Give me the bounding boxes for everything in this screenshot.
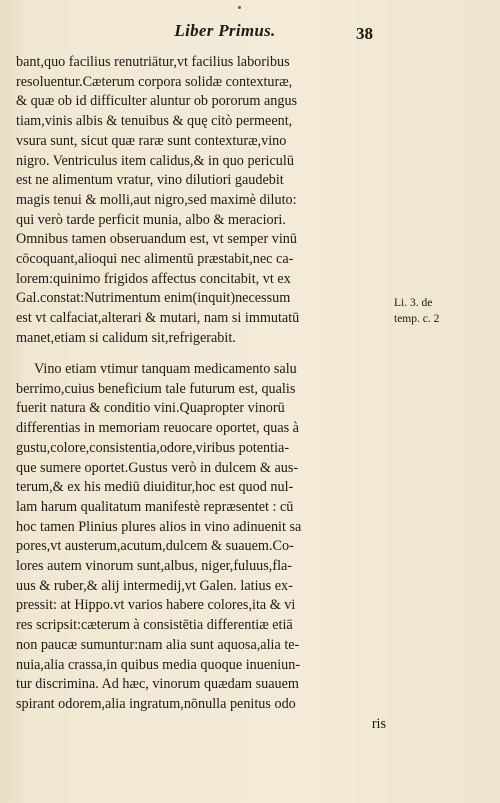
text-line: pores,vt austerum,acutum,dulcem & suauem.Co-: [16, 538, 294, 555]
paragraph-2: [16, 360, 388, 734]
margin-note-line: Li. 3. de: [394, 297, 433, 309]
margin-note: [394, 295, 494, 327]
text-line: differentias in memoriam reuocare oportet, quas à: [16, 420, 299, 437]
text-line: Omnibus tamen obseruandum est, vt semper vinū: [16, 231, 297, 248]
text-line: nuia,alia crassa,in quibus media quoque inueniun-: [16, 656, 301, 673]
text-line: cōcoquant,alioqui nec alimentū præstabit,nec ca-: [16, 251, 294, 268]
margin-note-line: temp. c. 2: [394, 313, 440, 325]
text-line: non paucæ sumuntur:nam alia sunt aquosa,alia te-: [16, 636, 300, 653]
text-line: berrimo,cuius beneficium tale futurum est, qualis: [16, 380, 296, 397]
text-line: vsura sunt, sicut quæ raræ sunt contexturæ,vino: [16, 132, 287, 149]
text-line: que sumere oportet.Gustus verò in dulcem & aus-: [16, 459, 299, 476]
text-line: terum,& ex his mediū diuiditur,hoc est quod nul-: [16, 479, 294, 496]
text-line: manet,etiam si calidum sit,refrigerabit.: [16, 329, 236, 346]
text-line: Vino etiam vtimur tanquam medicamento salu: [34, 361, 297, 377]
text-line: fuerit natura & conditio vini.Quapropter vinorū: [16, 400, 285, 417]
text-line: res scripsit:cæterum à consistētia differentiæ etiā: [16, 617, 293, 634]
text-line: Gal.constat:Nutrimentum enim(inquit)necessum: [16, 290, 291, 307]
ink-speck: [238, 6, 241, 9]
text-line: est ne alimentum vratur, vino dilutiori gaudebit: [16, 172, 284, 189]
text-line: lam harum qualitatum manifestè repræsentet : cū: [16, 498, 294, 515]
running-header: Liber Primus.: [174, 21, 276, 40]
text-line: lores autem vinorum sunt,albus, niger,fuluus,fla-: [16, 558, 293, 575]
page-number: 38: [356, 24, 373, 43]
text-line: tiam,vinis albis & tenuibus & quę citò permeent,: [16, 113, 293, 130]
text-line: lorem:quinimo frigidos affectus concitabit, vt ex: [16, 270, 291, 287]
text-line: magis tenui & molli,aut nigro,sed maximè diluto:: [16, 191, 297, 208]
text-line: nigro. Ventriculus item calidus,& in quo periculū: [16, 152, 294, 169]
text-line: gustu,colore,consistentia,odore,viribus potentia-: [16, 439, 290, 456]
text-line: hoc tamen Plinius plures alios in vino adinuenit sa: [16, 518, 302, 535]
text-line: & quæ ob id difficulter aluntur ob pororum angus: [16, 93, 298, 110]
text-line: resoluentur.Cæterum corpora solidæ contexturæ,: [16, 73, 293, 90]
text-line: bant,quo facilius renutriātur,vt facilius laboribus: [16, 54, 290, 70]
text-line: uus & ruber,& alij intermedij,vt Galen. latius ex-: [16, 577, 293, 594]
text-line: pressit: at Hippo.vt varios habere colores,ita & vi: [16, 597, 296, 614]
text-line: tur discrimina. Ad hæc, vinorum quædam suauem: [16, 676, 299, 693]
text-line: ris: [371, 715, 386, 732]
text-line: qui verò tarde perficit munia, albo & meraciori.: [16, 211, 286, 228]
paragraph-1: [16, 53, 388, 349]
text-line: est vt calfaciat,alterari & mutari, nam si immutatū: [16, 310, 300, 327]
text-line: spirant odorem,alia ingratum,nōnulla penitus odo: [16, 695, 296, 712]
